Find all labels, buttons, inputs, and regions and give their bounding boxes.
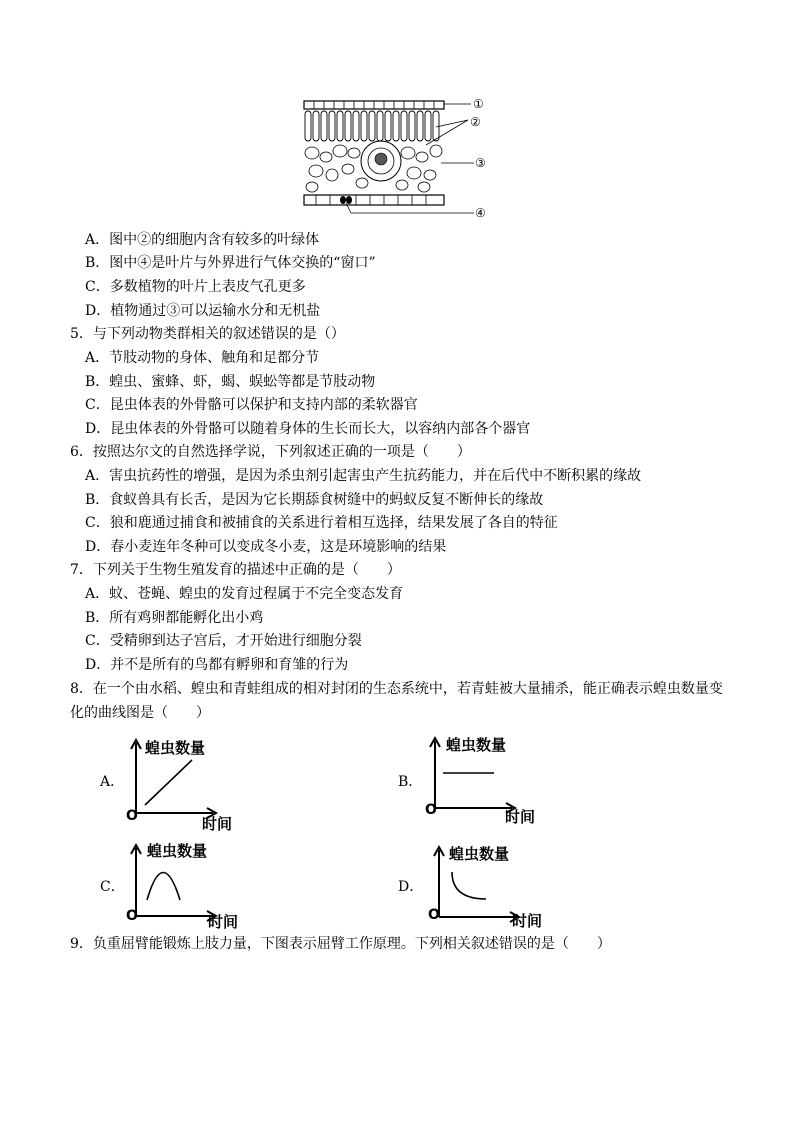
q6-stem: 6．按照达尔文的自然选择学说，下列叙述正确的一项是（ ） (70, 444, 471, 460)
q5-option-a: A．节肢动物的身体、触角和足都分节 (85, 350, 320, 366)
graph-a-ylabel: 蝗虫数量 (145, 739, 206, 757)
graph-d-letter: D． (398, 879, 424, 895)
graph-d-curve (452, 872, 486, 899)
q6-option-c: C．狼和鹿通过捕食和被捕食的关系进行着相互选择，结果发展了各自的特征 (85, 515, 558, 531)
q6-option-d: D．春小麦连年冬种可以变成冬小麦，这是环境影响的结果 (85, 539, 447, 555)
q8-stem-line-1: 8．在一个由水稻、蝗虫和青蛙组成的相对封闭的生态系统中，若青蛙被大量捕杀，能正确表示蝗虫数量变 (70, 681, 723, 697)
q5-option-b: B．蝗虫、蜜蜂、虾，蝎、蜈蚣等都是节肢动物 (85, 374, 376, 390)
leaf-cross-section-diagram (296, 95, 496, 223)
graph-a-curve (145, 760, 192, 805)
graph-d-origin: O (428, 907, 440, 923)
graph-d-ylabel: 蝗虫数量 (449, 845, 510, 863)
q7-option-c: C．受精卵到达子宫后，才开始进行细胞分裂 (85, 633, 362, 649)
q9-stem: 9．负重屈臂能锻炼上肢力量，下图表示屈臂工作原理。下列相关叙述错误的是（ ） (70, 936, 611, 952)
q5-stem: 5．与下列动物类群相关的叙述错误的是（） (70, 326, 345, 342)
graph-c-xlabel: 时间 (208, 913, 239, 931)
figure-label-2: ② (470, 115, 481, 129)
graph-c-curve (147, 873, 180, 901)
q4-option-b: B．图中④是叶片与外界进行气体交换的“窗口” (85, 255, 376, 271)
graph-a-origin: O (126, 808, 138, 824)
q6-option-b: B．食蚁兽具有长舌，是因为它长期舔食树缝中的蚂蚁反复不断伸长的缘故 (85, 492, 544, 508)
graph-b-letter: B． (398, 774, 423, 790)
q4-option-a: A．图中②的细胞内含有较多的叶绿体 (85, 232, 320, 248)
q5-option-c: C．昆虫体表的外骨骼可以保护和支持内部的柔软器官 (85, 397, 418, 413)
q4-option-d: D．植物通过③可以运输水分和无机盐 (85, 303, 321, 319)
graph-d-xlabel: 时间 (512, 912, 543, 930)
graph-c-ylabel: 蝗虫数量 (147, 842, 208, 860)
q7-option-d: D．并不是所有的鸟都有孵卵和育雏的行为 (85, 657, 349, 673)
graph-b-origin: O (425, 802, 437, 818)
q7-option-a: A．蚊、苍蝇、蝗虫的发育过程属于不完全变态发育 (85, 586, 404, 602)
graph-b-ylabel: 蝗虫数量 (446, 736, 507, 754)
q8-stem-line-2: 化的曲线图是（ ） (70, 705, 210, 721)
graph-c-letter: C． (100, 879, 125, 895)
q7-stem: 7．下列关于生物生殖发育的描述中正确的是（ ） (70, 562, 401, 578)
graph-a-xlabel: 时间 (202, 815, 233, 833)
graph-a-letter: A． (100, 774, 125, 790)
graph-c-origin: O (126, 908, 138, 924)
q5-option-d: D．昆虫体表的外骨骼可以随着身体的生长而长大，以容纳内部各个器官 (85, 421, 531, 437)
figure-label-3: ③ (475, 156, 486, 170)
q4-option-c: C．多数植物的叶片上表皮气孔更多 (85, 279, 306, 295)
graph-b-xlabel: 时间 (505, 808, 536, 826)
figure-label-4: ④ (475, 206, 486, 220)
q6-option-a: A．害虫抗药性的增强，是因为杀虫剂引起害虫产生抗药能力，并在后代中不断积累的缘故 (85, 468, 642, 484)
q7-option-b: B．所有鸡卵都能孵化出小鸡 (85, 610, 264, 626)
figure-label-1: ① (473, 97, 484, 111)
